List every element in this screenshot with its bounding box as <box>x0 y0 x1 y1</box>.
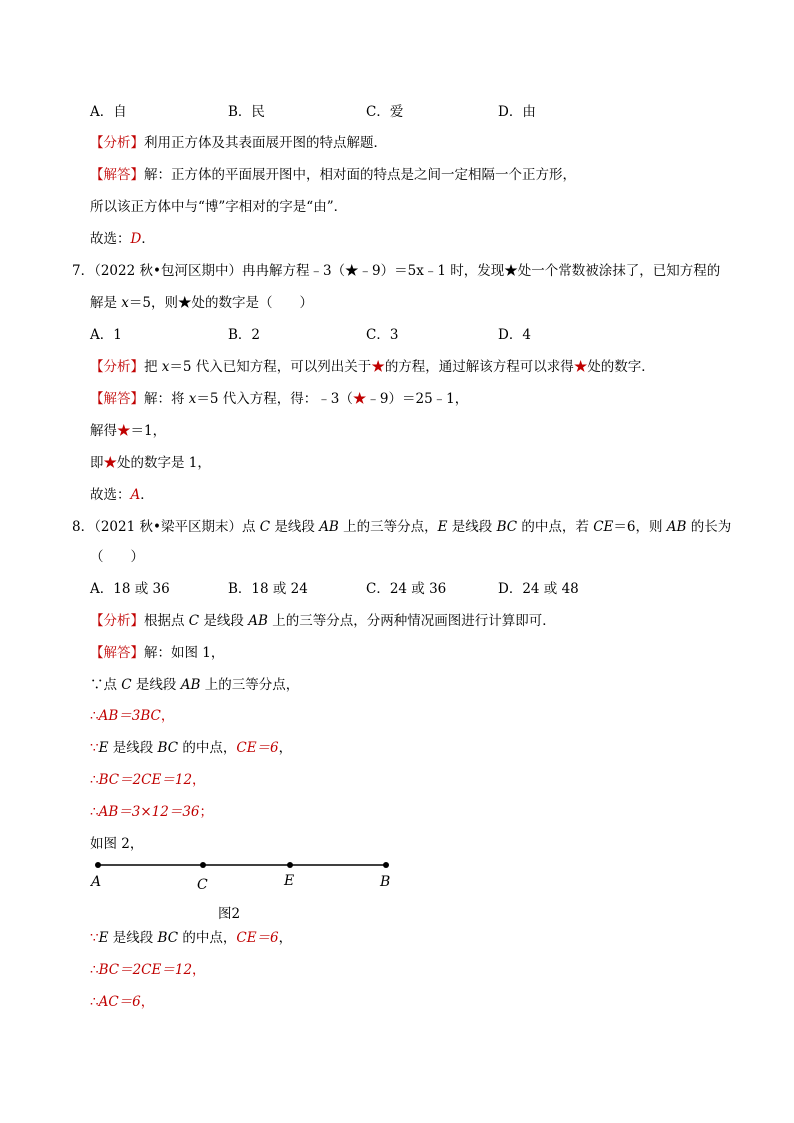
question-number: 7． <box>72 263 95 279</box>
punct: ， <box>160 708 175 724</box>
analysis-text: 根据点 <box>144 613 189 629</box>
label-e: E <box>284 873 295 889</box>
q6-option-b: B．民 <box>228 104 265 120</box>
answer-tag: 【解答】 <box>90 391 144 407</box>
segment-ab: AB <box>248 613 268 629</box>
point-c: C <box>188 613 200 629</box>
step-text: 是线段 <box>131 677 181 693</box>
q8-option-d: D．24 或 48 <box>498 581 579 597</box>
variable-x: x <box>161 359 170 375</box>
segment-bc: BC <box>496 519 518 535</box>
segment-bc: BC <box>157 930 179 946</box>
therefore-sign: ∴ <box>90 804 99 820</box>
q6-answer-line2: 所以该正方体中与“博”字相对的字是“由”． <box>90 199 348 215</box>
step-text: 是线段 <box>108 740 158 756</box>
point-a-dot <box>95 862 101 868</box>
stem-text: ＝5，则★处的数字是（ ） <box>128 295 314 311</box>
answer-text: 解：正方体的平面展开图中，相对面的特点是之间一定相隔一个正方形， <box>144 167 576 183</box>
answer-tag: 【解答】 <box>90 645 144 661</box>
stem-text: ＝6，则 <box>613 519 667 535</box>
because-sign: ∵ <box>90 740 99 756</box>
choose-value: D <box>130 231 142 247</box>
analysis-tag: 【分析】 <box>90 613 144 629</box>
step-text: ＝1， <box>130 423 167 439</box>
stem-text: （2022 秋•包河区期中）冉冉解方程﹣3（★﹣9）＝5x﹣1 时，发现★处一个常数被涂抹了，已知方程的 <box>94 263 721 279</box>
q7-step2 <box>90 422 166 440</box>
star-icon: ★ <box>103 455 117 471</box>
q8-step5 <box>90 803 213 821</box>
punct: ， <box>278 930 293 946</box>
segment-ce: CE <box>593 519 614 535</box>
q8-option-b: B．18 或 24 <box>228 581 308 597</box>
choose-prefix: 故选： <box>90 487 131 503</box>
q8-step3 <box>90 739 292 757</box>
q6-option-c: C．爱 <box>366 104 404 120</box>
stem-text: 上的三等分点， <box>338 519 438 535</box>
q8-stem-line2: （ ） <box>90 549 144 565</box>
figure-caption: 图2 <box>218 906 241 922</box>
q8-fig2-step3 <box>90 993 154 1011</box>
stem-text: 的中点，若 <box>517 519 594 535</box>
q7-stem-line2 <box>90 294 313 312</box>
q8-step1 <box>90 676 299 694</box>
analysis-text: ＝5 代入已知方程，可以列出关于 <box>169 359 372 375</box>
therefore-sign: ∴ <box>90 708 99 724</box>
q7-stem-line1 <box>72 262 720 280</box>
analysis-tag: 【分析】 <box>90 135 144 151</box>
q6-answer-line1 <box>90 166 576 184</box>
choose-suffix: ． <box>140 487 154 503</box>
q8-option-a: A．18 或 36 <box>90 581 170 597</box>
segment-ab: AB <box>319 519 339 535</box>
equation: AC＝6 <box>98 994 141 1010</box>
q8-step4 <box>90 771 206 789</box>
q8-step2 <box>90 707 174 725</box>
answer-text: 解：将 <box>144 391 189 407</box>
step-text: 是线段 <box>108 930 158 946</box>
q7-option-c: C．3 <box>366 327 399 343</box>
stem-text: 是线段 <box>270 519 320 535</box>
q7-step3 <box>90 454 211 472</box>
choose-value: A <box>130 487 141 503</box>
step-text: 的中点， <box>178 930 237 946</box>
q7-option-a: A．1 <box>90 327 122 343</box>
star-icon: ★ <box>352 391 367 407</box>
because-sign: ∵ <box>90 930 99 946</box>
punct: ， <box>278 740 293 756</box>
label-b: B <box>380 874 391 890</box>
punct: ； <box>199 804 214 820</box>
segment-figure-2 <box>88 852 398 922</box>
star-icon: ★ <box>371 359 385 375</box>
point-e: E <box>98 930 109 946</box>
q6-option-d: D．由 <box>498 104 536 120</box>
equation: AB＝3BC <box>98 708 161 724</box>
segment-bc: BC <box>157 740 179 756</box>
answer-tag: 【解答】 <box>90 167 144 183</box>
answer-text: ＝5 代入方程，得：﹣3（ <box>196 391 353 407</box>
analysis-text: 利用正方体及其表面展开图的特点解题． <box>144 135 387 151</box>
answer-text: 解：如图 1， <box>144 645 225 661</box>
q7-option-d: D．4 <box>498 327 531 343</box>
q7-option-b: B．2 <box>228 327 261 343</box>
equation: CE＝6 <box>236 930 279 946</box>
therefore-sign: ∴ <box>90 772 99 788</box>
variable-x: x <box>121 295 129 311</box>
step-text: 处的数字是 1， <box>117 455 211 471</box>
q8-fig2-step2 <box>90 961 206 979</box>
equation: CE＝6 <box>236 740 279 756</box>
therefore-sign: ∴ <box>90 994 99 1010</box>
punct: ， <box>140 994 155 1010</box>
point-c-dot <box>200 862 206 868</box>
stem-text: 解是 <box>90 295 122 311</box>
equation: BC＝2CE＝12 <box>98 772 193 788</box>
point-e: E <box>98 740 109 756</box>
step-text: 的中点， <box>178 740 237 756</box>
analysis-text: 的方程，通过解该方程可以求得 <box>384 359 574 375</box>
step-text: 上的三等分点， <box>200 677 300 693</box>
step-text: ∵点 <box>90 677 122 693</box>
therefore-sign: ∴ <box>90 962 99 978</box>
q6-analysis <box>90 134 387 152</box>
analysis-tag: 【分析】 <box>90 359 144 375</box>
label-c: C <box>197 877 208 893</box>
q7-analysis <box>90 358 655 376</box>
step-text: 解得 <box>90 423 117 439</box>
choose-prefix: 故选： <box>90 231 131 247</box>
stem-text: 是线段 <box>447 519 497 535</box>
step-text: 即 <box>90 455 104 471</box>
q8-analysis <box>90 612 556 630</box>
star-icon: ★ <box>573 359 588 375</box>
star-icon: ★ <box>117 423 131 439</box>
q8-answer <box>90 644 224 662</box>
q8-stem-line1 <box>72 518 731 536</box>
q6-option-a: A．自 <box>90 104 127 120</box>
segment-ab: AB <box>666 519 687 535</box>
q8-fig2-intro: 如图 2， <box>90 836 144 852</box>
segment-diagram <box>88 852 398 892</box>
answer-text: ﹣9）＝25﹣1， <box>366 391 469 407</box>
analysis-text: 上的三等分点，分两种情况画图进行计算即可． <box>267 613 556 629</box>
variable-x: x <box>188 391 197 407</box>
analysis-text: 把 <box>144 359 162 375</box>
point-c: C <box>121 677 132 693</box>
stem-text: 的长为 <box>686 519 732 535</box>
point-e: E <box>437 519 448 535</box>
point-e-dot <box>287 862 293 868</box>
q8-option-c: C．24 或 36 <box>366 581 447 597</box>
q6-choose <box>90 230 155 248</box>
q7-choose <box>90 486 154 504</box>
question-number: 8． <box>72 519 95 535</box>
punct: ， <box>192 962 206 978</box>
q7-answer <box>90 390 468 408</box>
point-c: C <box>259 519 271 535</box>
choose-suffix: ． <box>141 231 155 247</box>
analysis-text: 处的数字． <box>587 359 655 375</box>
segment-ab: AB <box>180 677 201 693</box>
point-b-dot <box>383 862 389 868</box>
q8-fig2-step1 <box>90 929 292 947</box>
equation: BC＝2CE＝12 <box>98 962 193 978</box>
equation: AB＝3×12＝36 <box>98 804 200 820</box>
analysis-text: 是线段 <box>199 613 249 629</box>
stem-text: （2021 秋•梁平区期末）点 <box>94 519 260 535</box>
label-a: A <box>91 874 102 890</box>
punct: ， <box>192 772 206 788</box>
